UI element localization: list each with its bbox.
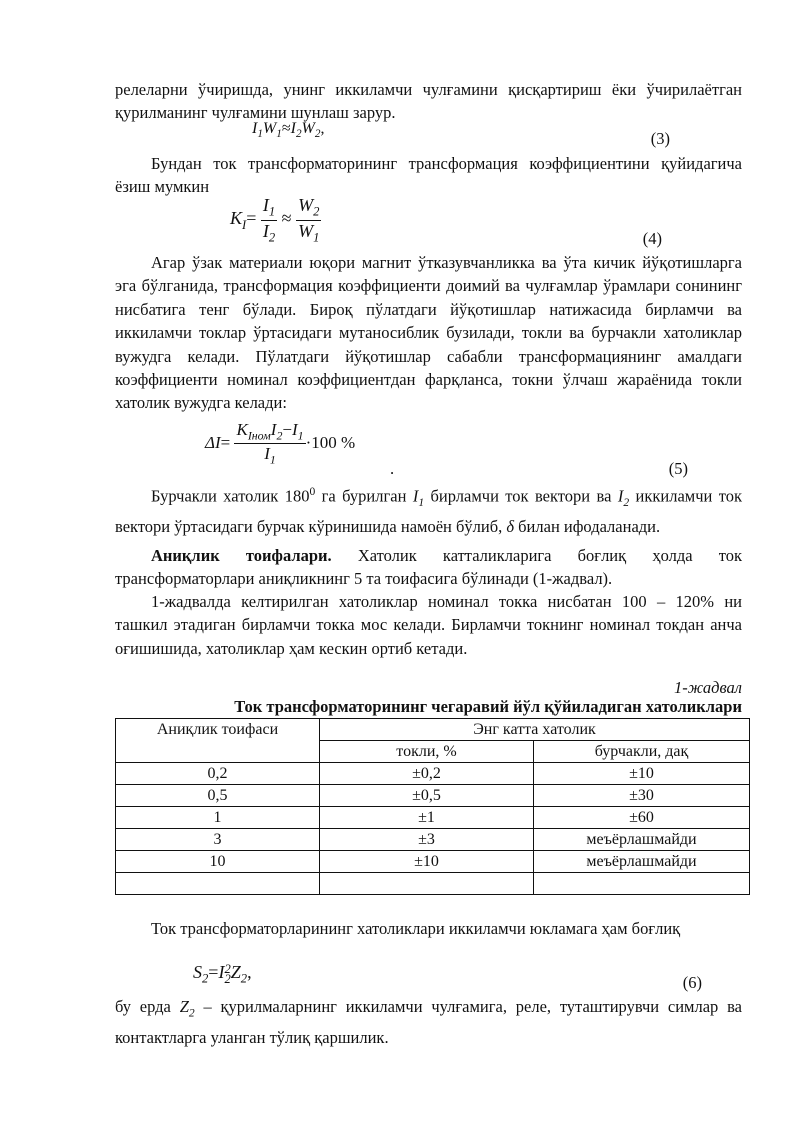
table-row (116, 851, 750, 873)
paragraph-7: Ток трансформаторларининг хатоликлари иккиламчи юкламага ҳам боғлиқ (151, 919, 681, 938)
cell-angle: меъёрлашмайди (534, 851, 750, 873)
header-current-error: токли, % (320, 741, 534, 763)
cell-angle: ±60 (534, 807, 750, 829)
table-header-row (116, 719, 750, 741)
equation-5-dot: . (390, 459, 395, 478)
cell-current: ±10 (320, 851, 534, 873)
header-max-error: Энг катта хатолик (320, 719, 750, 741)
equation-6-number: (6) (682, 973, 702, 992)
cell-class: 3 (116, 829, 320, 851)
paragraph-8: бу ерда $Z_2$ – қурилмаларнинг иккиламчи чулғамига, реле, туташтирувчи симлар ва контактларга уланган тўлиқ қаршилик. (115, 997, 742, 1047)
header-angle-error: бурчакли, дақ (534, 741, 750, 763)
cell-class (116, 873, 320, 895)
cell-class: 10 (116, 851, 320, 873)
cell-angle: ±30 (534, 785, 750, 807)
paragraph-2: Бундан ток трансформаторининг трансформация коэффициентини қуйидагича ёзиш мумкин (115, 154, 742, 197)
equation-6: $S_2=I$ 2 2 $Z_2$, (193, 961, 252, 986)
table-title: Ток трансформаторининг чегаравий йўл қўйиладиган хатоликлари (234, 697, 742, 716)
table-row (116, 873, 750, 895)
error-limits-table (115, 718, 750, 895)
cell-class: 0,2 (116, 763, 320, 785)
cell-current: ±1 (320, 807, 534, 829)
cell-class: 1 (116, 807, 320, 829)
equation-4-number: (4) (642, 229, 662, 248)
table-row (116, 829, 750, 851)
table-row (116, 763, 750, 785)
table-label: 1-жадвал (674, 678, 742, 697)
cell-current: ±0,2 (320, 763, 534, 785)
cell-angle: меъёрлашмайди (534, 829, 750, 851)
cell-current: ±3 (320, 829, 534, 851)
equation-4: $K_I=$ $\frac{I_1}{I_2}$ ≈ $\frac{W_2}{W_1}$ (230, 195, 320, 245)
paragraph-4: Бурчакли хатолик $180^0$ га бурилган $I_1$ бирламчи ток вектори ва $I_2$ иккиламчи ток вектори ўртасидаги бурчак кўринишида намоён бўлиб, δ билан ифодаланади. (115, 486, 743, 537)
paragraph-3: Агар ўзак материали юқори магнит ўтказувчанликка ва ўта кичик йўқотишларга эга бўлганида, трансформация коэффициенти доимий ва чулғамлар ўрамлари сонининг нисбатига тенг бўлади. Бироқ пўлатдаги йўқотишлар натижасида бирламчи ва иккиламчи токлар ўртасидаги мутаносиблик бузилади, токли ва бурчакли хатоликлар вужудга келади. Пўлатдаги йўқотишлар сабабли трансформациянинг амалдаги коэффициенти номинал коэффициентдан фарқланса, токни ўлчаш жараёнида токли хатолик вужудга келади: (115, 253, 742, 413)
equation-3: $I_1W_1\approx I_2W_2$, (252, 120, 325, 141)
paragraph-6: 1-жадвалда келтирилган хатоликлар номинал токка нисбатан 100 – 120% ни ташкил этадиган бирламчи токка мос келади. Бирламчи токнинг номинал токдан анча оғишишида, хатоликлар ҳам кескин ортиб кетади. (115, 592, 742, 658)
cell-current: ±0,5 (320, 785, 534, 807)
equation-5: ΔI= $\frac{K_{Iном}I_2-I_1}{I_1}$ ·100 % (205, 420, 356, 467)
paragraph-1: релеларни ўчиришда, унинг иккиламчи чулғамини қисқартириш ёки ўчирилаётган қурилманинг чулғамини шунлаш зарур. (115, 80, 742, 123)
paragraph-5: Аниқлик тоифалари. Хатолик катталикларига боғлиқ ҳолда ток трансформаторлари аниқликнинг 5 та тоифасига бўлинади (1-жадвал). (115, 546, 742, 589)
cell-class: 0,5 (116, 785, 320, 807)
cell-angle (534, 873, 750, 895)
equation-3-number: (3) (650, 129, 670, 148)
cell-current (320, 873, 534, 895)
table-row (116, 807, 750, 829)
cell-angle: ±10 (534, 763, 750, 785)
equation-5-number: (5) (668, 459, 688, 478)
table-row (116, 785, 750, 807)
header-accuracy-class: Аниқлик тоифаси (116, 719, 320, 763)
